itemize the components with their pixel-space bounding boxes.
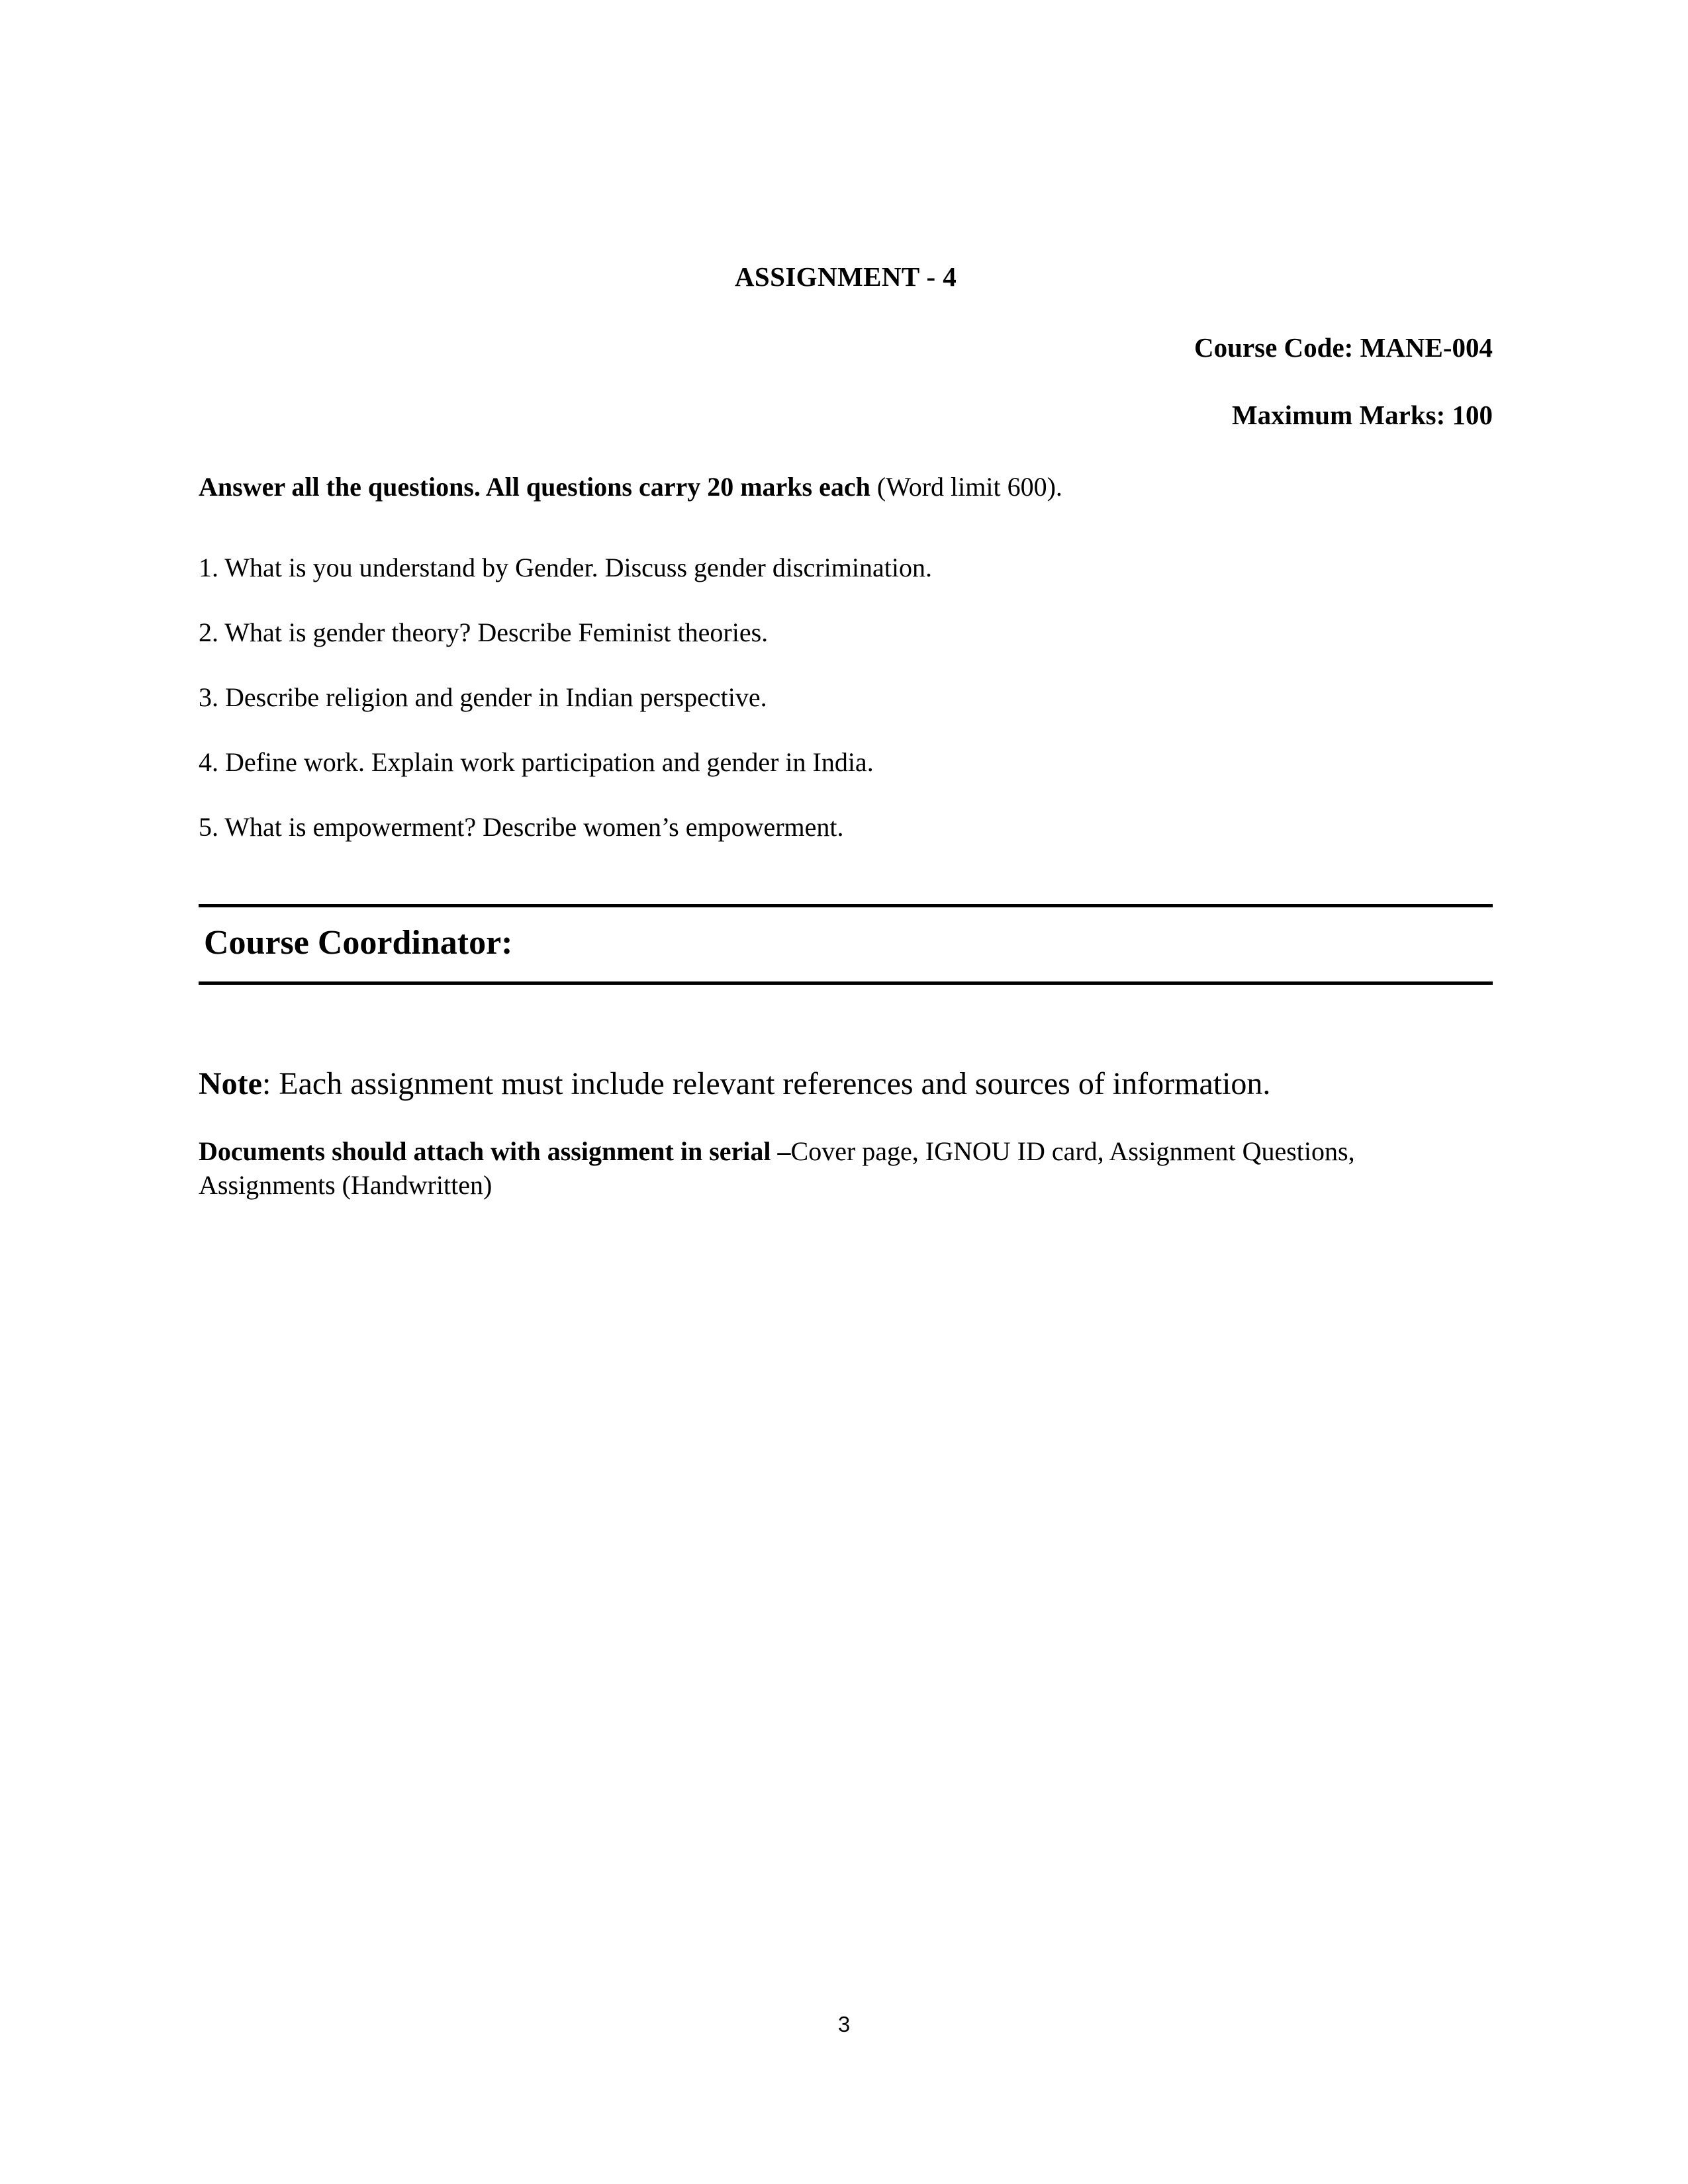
instruction-regular-text: (Word limit 600). [870, 472, 1062, 502]
note-body-text: : Each assignment must include relevant references and sources of information. [261, 1066, 1271, 1101]
instruction-line [199, 429, 1493, 500]
instruction-bold-text: Answer all the questions. All questions carry 20 marks each [199, 472, 870, 502]
note-label: Note [199, 1066, 262, 1101]
course-code-label: Course Code: MANE-004 [1194, 332, 1493, 363]
question-list [199, 500, 1493, 841]
list-item: 2. What is gender theory? Describe Feminist theories. [199, 617, 769, 647]
list-item: 1. What is you understand by Gender. Discuss gender discrimination. [199, 553, 932, 582]
list-item: 4. Define work. Explain work participation and gender in India. [199, 747, 874, 777]
note-paragraph [199, 985, 1337, 1105]
documents-regular-text: Cover page, IGNOU ID card, Assignment Questions, Assignments (Handwritten) [199, 1136, 1355, 1201]
maximum-marks-label: Maximum Marks: 100 [1231, 400, 1493, 430]
page-number-footer: 3 [837, 2012, 851, 2036]
course-coordinator-section [199, 904, 1493, 985]
page-title: ASSIGNMENT - 4 [734, 261, 957, 292]
documents-paragraph [199, 1105, 1364, 1202]
course-coordinator-heading: Course Coordinator: [204, 924, 513, 962]
list-item: 3. Describe religion and gender in Indian perspective. [199, 682, 767, 712]
document-content [199, 0, 1493, 1202]
list-item: 5. What is empowerment? Describe women’s empowerment. [199, 812, 844, 842]
documents-bold-text: Documents should attach with assignment in serial – [199, 1136, 791, 1166]
